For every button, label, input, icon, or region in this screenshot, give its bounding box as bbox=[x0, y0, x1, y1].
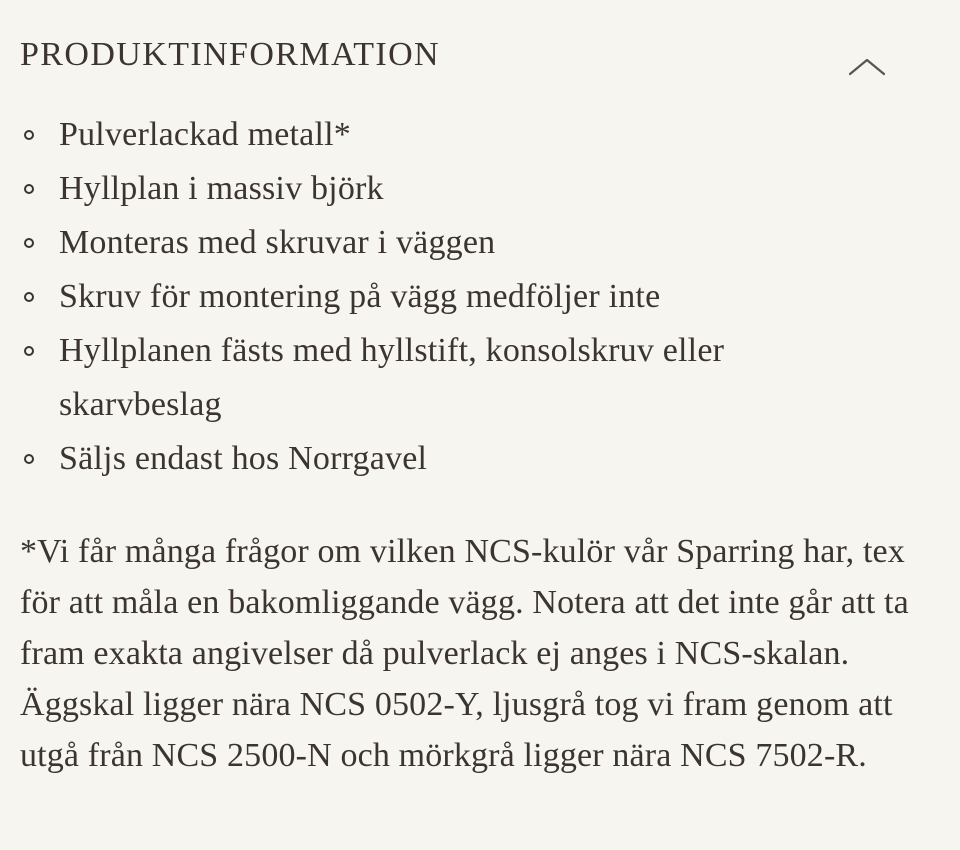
chevron-up-icon[interactable] bbox=[846, 56, 888, 78]
bullet-icon bbox=[24, 130, 34, 140]
section-title: PRODUKTINFORMATION bbox=[20, 36, 441, 73]
bullet-icon bbox=[24, 454, 34, 464]
list-item-text: Monteras med skruvar i väggen bbox=[59, 224, 496, 261]
product-feature-list bbox=[20, 108, 920, 486]
list-item bbox=[20, 270, 920, 324]
accordion-header[interactable] bbox=[0, 18, 960, 90]
bullet-icon bbox=[24, 346, 34, 356]
bullet-icon bbox=[24, 292, 34, 302]
list-item bbox=[20, 324, 779, 432]
list-item bbox=[20, 162, 920, 216]
list-item bbox=[20, 108, 920, 162]
list-item bbox=[20, 432, 920, 486]
list-item-text: Säljs endast hos Norrgavel bbox=[59, 440, 428, 477]
ncs-color-note: *Vi får många frågor om vilken NCS-kulör vår Sparring har, tex för att måla en bakomliggande vägg. Notera att det inte går att ta fram exakta angivelser då pulverlack ej anges i NCS-skalan. Äggskal ligger nära NCS 0502-Y, ljusgrå tog vi fram genom att utgå från NCS 2500-N och mörkgrå ligger nära NCS 7502-R. bbox=[20, 533, 909, 774]
bullet-icon bbox=[24, 238, 34, 248]
list-item-text: Pulverlackad metall* bbox=[59, 116, 351, 153]
list-item bbox=[20, 216, 920, 270]
list-item-text: Skruv för montering på vägg medföljer inte bbox=[59, 278, 661, 315]
list-item-text: Hyllplanen fästs med hyllstift, konsolskruv eller skarvbeslag bbox=[59, 332, 725, 423]
list-item-text: Hyllplan i massiv björk bbox=[59, 170, 384, 207]
bullet-icon bbox=[24, 184, 34, 194]
